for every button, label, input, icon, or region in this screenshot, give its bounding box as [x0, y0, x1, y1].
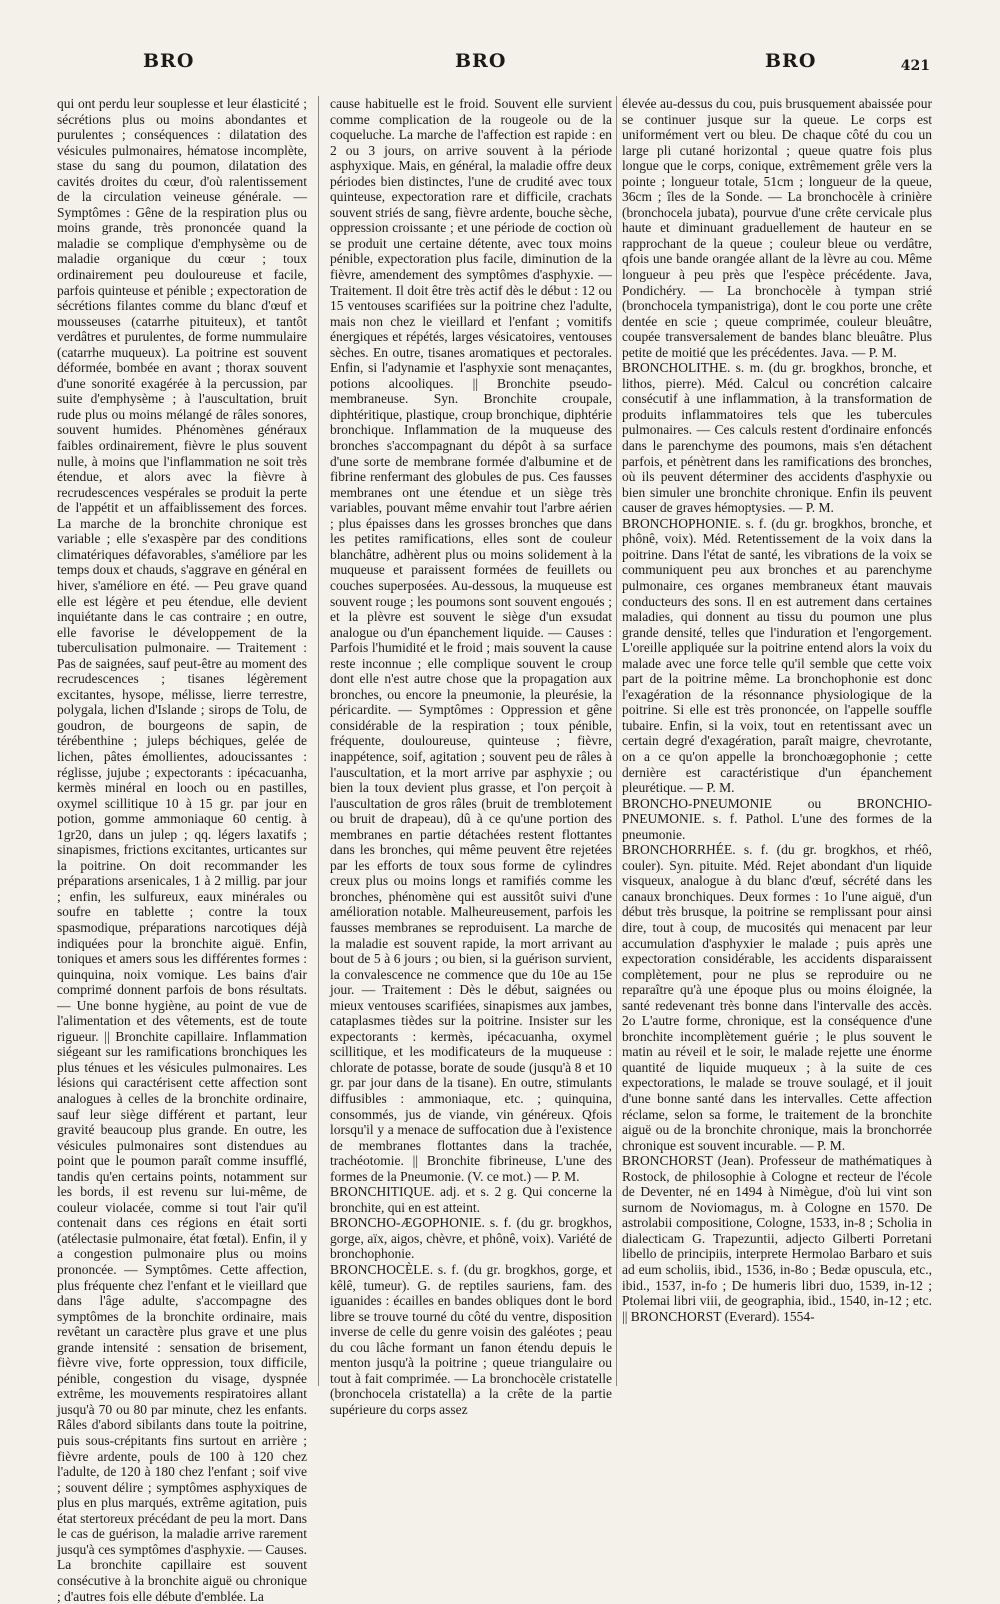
- column-1: [57, 96, 307, 1604]
- column-2: [330, 96, 612, 1417]
- page-number: 421: [900, 58, 930, 74]
- entry-bronchorst: BRONCHORST (Jean). Professeur de mathématiques à Rostock, de philosophie à Cologne et recteur de l'école de Deventer, né en 1494 à Nimègue, d'où lui vint son surnom de Noviomagus, m. à Cologne en 1570. De astrolabii compositione, Cologne, 1533, in-8 ; Scholia in dialecticam G. Trapezuntii, adjecto Gilberti Porretani libello de principiis, interprete Hermolao Barbaro et suis ad eum scholiis, ibid., 1536, in-8o ; Bedæ opuscula, etc., ibid., 1537, in-fo ; De humeris libri duo, 1539, in-12 ; Ptolemai libri viii, de geographia, ibid., 1540, in-12 ; etc. || BRONCHORST (Everard). 1554-: [622, 1153, 932, 1324]
- running-header: [0, 50, 1000, 86]
- entry-broncho-pneumonie: BRONCHO-PNEUMONIE ou BRONCHIO-PNEUMONIE. s. f. Pathol. L'une des formes de la pneumonie.: [622, 795, 932, 842]
- col2-text: cause habituelle est le froid. Souvent elle survient comme complication de la rougeole ou de la coqueluche. La marche de l'affection est rapide : en 2 ou 3 jours, on arrive souvent à la période asphyxique. Mais, en général, la maladie offre deux périodes bien distinctes, l'une de crudité avec toux quinteuse, expectoration rare et difficile, crachats souvent striés de sang, fièvre ardente, bouche sèche, oppression croissante ; et une période de coction où se produit une certaine détente, avec toux moins pénible, expectoration plus facile, diminution de la fièvre, amendement des symptômes d'asphyxie. — Traitement. Il doit être très actif dès le début : 12 ou 15 ventouses scarifiées sur la poitrine chez l'adulte, mais non chez le vieillard et l'enfant ; vomitifs énergiques et répétés, larges vésicatoires, ventouses sèches. En outre, tisanes aromatiques et pectorales. Enfin, si l'adynamie et l'asphyxie sont menaçantes, potions alcooliques. || Bronchite pseudo-membraneuse. Syn. Bronchite croupale, diphtéritique, plastique, croup bronchique, diphtérie bronchique. Inflammation de la muqueuse des bronches s'accompagnant du dépôt à sa surface d'une sorte de membrane formée d'albumine et de fibrine renfermant des globules de pus. Ces fausses membranes ont une étendue et un siège très variables, pouvant même envahir tout l'arbre aérien ; plus épaisses dans les grosses bronches que dans les petites ramifications, elles sont de couleur blanchâtre, adhèrent plus ou moins solidement à la muqueuse et paraissent formées de feuillets ou couches superposées. Au-dessous, la muqueuse est souvent rouge ; les poumons sont souvent engoués ; et la plèvre est souvent le siège d'un exsudat analogue ou d'un épanchement liquide. — Causes : Parfois l'humidité et le froid ; mais souvent la cause reste inconnue ; elle complique souvent le croup dont elle n'est autre chose que la propagation aux bronches, ou encore la pneumonie, la pleurésie, la péricardite. — Symptômes : Oppression et gêne considérable de la respiration ; toux pénible, fréquente, douloureuse, quinteuse ; fièvre, inappétence, soif, agitation ; souvent peu de râles à l'auscultation, et la mort arrive par asphyxie ; ou bien la toux devient plus grasse, et l'on perçoit à l'auscultation de gros râles (bruit de tremblotement ou bruit de drapeau), dû à ce qu'une portion des membranes en partie détachées restent flottantes dans les bronches, qui même peuvent être rejetées par les efforts de toux sous forme de cylindres creux plus ou moins longs et ramifiés comme les bronches, phénomène qui est aussitôt suivi d'une amélioration notable. Malheureusement, parfois les fausses membranes se reproduisent. La marche de la maladie est souvent rapide, la mort arrivant au bout de 5 à 6 jours ; ou bien, si la guérison survient, la convalescence ne commence que du 10e au 15e jour. — Traitement : Dès le début, saignées ou mieux ventouses scarifiées, sinapismes aux jambes, cataplasmes tièdes sur la poitrine. Insister sur les expectorants : kermès, ipécacuanha, oxymel scillitique, et les modificateurs de la muqueuse : chlorate de potasse, borate de soude (jusqu'à 8 et 10 gr. par jour dans de la tisane). En outre, stimulants diffusibles : ammoniaque, etc. ; quinquina, consommés, jus de viande, vin généreux. Qfois lorsqu'il y a menace de suffocation due à l'existence de membranes flottantes dans la trachée, trachéotomie. || Bronchite fibrineuse, L'une des formes de la Pneumonie. (V. ce mot.) — P. M.: [330, 96, 612, 1184]
- entry-broncholithe: BRONCHOLITHE. s. m. (du gr. brogkhos, bronche, et lithos, pierre). Méd. Calcul ou concrétion calcaire consécutif à une inflammation, à la transformation de produits inflammatoires tels que les tubercules pulmonaires. — Ces calculs restent d'ordinaire enfoncés dans le parenchyme des poumons, mais s'en détachent parfois, et pénètrent dans les ramifications des bronches, où ils peuvent déterminer des accidents d'asphyxie ou bien simuler une bronchite chronique. Enfin ils peuvent causer de graves hémoptysies. — P. M.: [622, 360, 932, 516]
- entry-bronchorrhee: BRONCHORRHÉE. s. f. (du gr. brogkhos, et rhéô, couler). Syn. pituite. Méd. Rejet abondant d'un liquide visqueux, analogue à du blanc d'œuf, sécrété dans les canaux bronchiques. Deux formes : 1o l'une aiguë, d'un début très brusque, la poitrine se remplissant pour ainsi dire, tout à coup, de mucosités qui menacent par leur accumulation d'asphyxier le malade ; puis après une expectoration considérable, les accidents disparaissent complètement, pour ne plus se reproduire ou ne reparaître qu'à une époque plus ou moins éloignée, la santé redevenant très bonne dans l'intervalle des accès. 2o L'autre forme, chronique, est la conséquence d'une bronchite incomplètement guérie ; le plus souvent le matin au réveil et le soir, le malade rejette une énorme quantité de liquide muqueux ; à la suite de ces expectorations, le malade se trouve soulagé, et il jouit d'une bonne santé dans les intervalles. Cette affection réclame, selon sa forme, le traitement de la bronchite aiguë ou de la bronchite chronique, mais la bronchorrée chronique est souvent incurable. — P. M.: [622, 842, 932, 1153]
- col1-text: qui ont perdu leur souplesse et leur élasticité ; sécrétions plus ou moins abondantes et purulentes ; conséquences : dilatation des vésicules pulmonaires, hématose incomplète, stase du sang du poumon, dilatation des cavités droites du cœur, d'où ralentissement de la circulation veineuse générale. — Symptômes : Gêne de la respiration plus ou moins grande, très prononcée quand la maladie se complique d'emphysème ou de maladie organique du cœur ; toux ordinairement peu douloureuse et facile, parfois quinteuse et pénible ; expectoration de sécrétions filantes comme du blanc d'œuf et mousseuses (catarrhe pituiteux), et tantôt verdâtres et purulentes, de forme nummulaire (catarrhe muqueux). La poitrine est souvent déformée, bombée en avant ; thorax souvent d'une sonorité exagérée à la percussion, par suite d'emphysème ; à l'auscultation, bruit rude plus ou moins mélangé de râles sonores, souvent humides. Phénomènes généraux faibles ordinairement, fièvre le plus souvent nulle, à moins que l'inflammation ne soit très étendue, et alors avec la fièvre à recrudescences vespérales se produit la perte de l'appétit et un affaiblissement des forces. La marche de la bronchite chronique est variable ; elle s'exaspère par des conditions climatériques défavorables, s'améliore par les temps doux et chauds, s'aggrave en général en hiver, s'améliore en été. — Peu grave quand elle est légère et peu étendue, elle devient inquiétante dans le cas contraire ; en outre, elle favorise le développement de la tuberculisation pulmonaire. — Traitement : Pas de saignées, sauf peut-être au moment des recrudescences ; tisanes légèrement excitantes, hysope, mélisse, lierre terrestre, polygala, lichen d'Islande ; sirops de Tolu, de goudron, de bourgeons de sapin, de térébenthine ; juleps béchiques, gelée de lichen, pâtes émollientes, adoucissantes : réglisse, jujube ; expectorants : ipécacuanha, kermès minéral en looch ou en pastilles, oxymel scillitique 10 à 15 gr. par jour en potion, gomme ammoniaque 60 centig. à 1gr20, dans un julep ; qq. légers laxatifs ; sinapismes, frictions excitantes, urticantes sur la poitrine. On doit recommander les préparations arsenicales, 1 à 2 millig. par jour ; enfin, les sulfureux, eaux minérales ou soufre en tablette ; contre la toux spasmodique, préparations narcotiques déjà indiquées pour la bronchite aiguë. Enfin, toniques et amers sous les différentes formes : quinquina, noix vomique. Les bains d'air comprimé donnent parfois de bons résultats. — Une bonne hygiène, au point de vue de l'alimentation et des vêtements, est de toute rigueur. || Bronchite capillaire. Inflammation siégeant sur les ramifications bronchiques les plus ténues et les vésicules pulmonaires. Les lésions qui caractérisent cette affection sont analogues à celles de la bronchite ordinaire, sauf leur siège différent et partant, leur gravité beaucoup plus grande. En outre, les vésicules pulmonaires sont distendues au point que le poumon paraît comme insufflé, tandis qu'en certains points, notamment sur les bords, il est revenu sur lui-même, de couleur violacée, comme si tout l'air qu'il contenait dans ces régions en était sorti (atélectasie pulmonaire, état fœtal). Enfin, il y a congestion pulmonaire plus ou moins prononcée. — Symptômes. Cette affection, plus fréquente chez l'enfant et le vieillard que dans l'âge adulte, s'accompagne des symptômes de la bronchite ordinaire, mais revêtant un caractère plus grave et une plus grande intensité : sensation de brisement, fièvre vive, forte oppression, toux difficile, pénible, congestion du visage, dyspnée extrême, les mouvements respiratoires allant jusqu'à 70 ou 80 par minute, chez les enfants. Râles d'abord sibilants dans toute la poitrine, puis sous-crépitants fins surtout en arrière ; fièvre ardente, pouls de 100 à 120 chez l'adulte, de 120 à 180 chez l'enfant ; soif vive ; souvent délire ; symptômes asphyxiques de plus en plus marqués, extrême agitation, puis état stertoreux précédant de peu la mort. Dans le cas de guérison, la maladie arrive rarement jusqu'à ces symptômes d'asphyxie. — Causes. La bronchite capillaire est souvent consécutive à la bronchite aiguë ou chronique ; d'autres fois elle débute d'emblée. La: [57, 96, 307, 1604]
- running-head-center: BRO: [455, 50, 507, 72]
- col3-text: élevée au-dessus du cou, puis brusquement abaissée pour se continuer jusque sur la queue. Le corps est uniformément vert ou bleu. De chaque côté du cou un large pli cutané horizontal ; queue quatre fois plus longue que le corps, conique, extrêmement grêle vers la pointe ; longueur totale, 51cm ; longueur de la queue, 36cm ; îles de la Sonde. — La bronchocèle à crinière (bronchocela jubata), pourvue d'une crête cervicale plus haute et diminuant graduellement de hauteur en se rapprochant de la queue ; couleur bleue ou verdâtre, qfois une bande orangée allant de la lèvre au cou. Même longueur à peu près que l'espèce précédente. Java, Pondichéry. — La bronchocèle à tympan strié (bronchocela tympanistriga), dont le cou porte une crête dentée en scie ; queue comprimée, couleur bleuâtre, coupée transversalement de bandes blanc bleuâtre. Plus petite de moitié que les précédentes. Java. — P. M.: [622, 96, 932, 360]
- entry-bronchitique: BRONCHITIQUE. adj. et s. 2 g. Qui concerne la bronchite, qui en est atteint.: [330, 1184, 612, 1215]
- running-head-right: BRO: [765, 50, 817, 72]
- running-head-left: BRO: [143, 50, 195, 72]
- entry-bronchocele: BRONCHOCÈLE. s. f. (du gr. brogkhos, gorge, et kêlê, tumeur). G. de reptiles sauriens, fam. des iguanides : écailles en bandes obliques dont le bord libre se trouve tourné du côté du ventre, disposition inverse de celle du genre voisin des galéotes ; peau du cou lâche formant un fanon étendu depuis le menton jusqu'à la poitrine ; queue triangulaire ou tout à fait comprimée. — La bronchocèle cristatelle (bronchocela cristatella) a la crête de la partie supérieure du corps assez: [330, 1262, 612, 1417]
- column-3: [622, 96, 932, 1391]
- entry-broncho-aegophonie: BRONCHO-ÆGOPHONIE. s. f. (du gr. brogkhos, gorge, aïx, aigos, chèvre, et phônê, voix). Variété de bronchophonie.: [330, 1215, 612, 1262]
- entry-bronchophonie: BRONCHOPHONIE. s. f. (du gr. brogkhos, bronche, et phônê, voix). Méd. Retentissement de la voix dans la poitrine. Dans l'état de santé, les vibrations de la voix se communiquent peu aux bronches et au parenchyme pulmonaire, ces organes membraneux étant mauvais conducteurs des sons. Il en est autrement dans certaines maladies, qui donnent au tissu du poumon une plus grande densité, telles que l'induration et l'engorgement. L'oreille appliquée sur la poitrine entend alors la voix du malade avec une force telle qu'il semble que cette voix part de la poitrine même. La bronchophonie est donc l'exagération de la résonnance physiologique de la poitrine. Si elle est très prononcée, on l'appelle souffle tubaire. Enfin, si la voix, tout en retentissant avec un certain degré d'exagération, paraît maigre, chevrotante, on a ce qu'on appelle la bronchoægophonie ; cette dernière est caractéristique d'un épanchement pleurétique. — P. M.: [622, 515, 932, 796]
